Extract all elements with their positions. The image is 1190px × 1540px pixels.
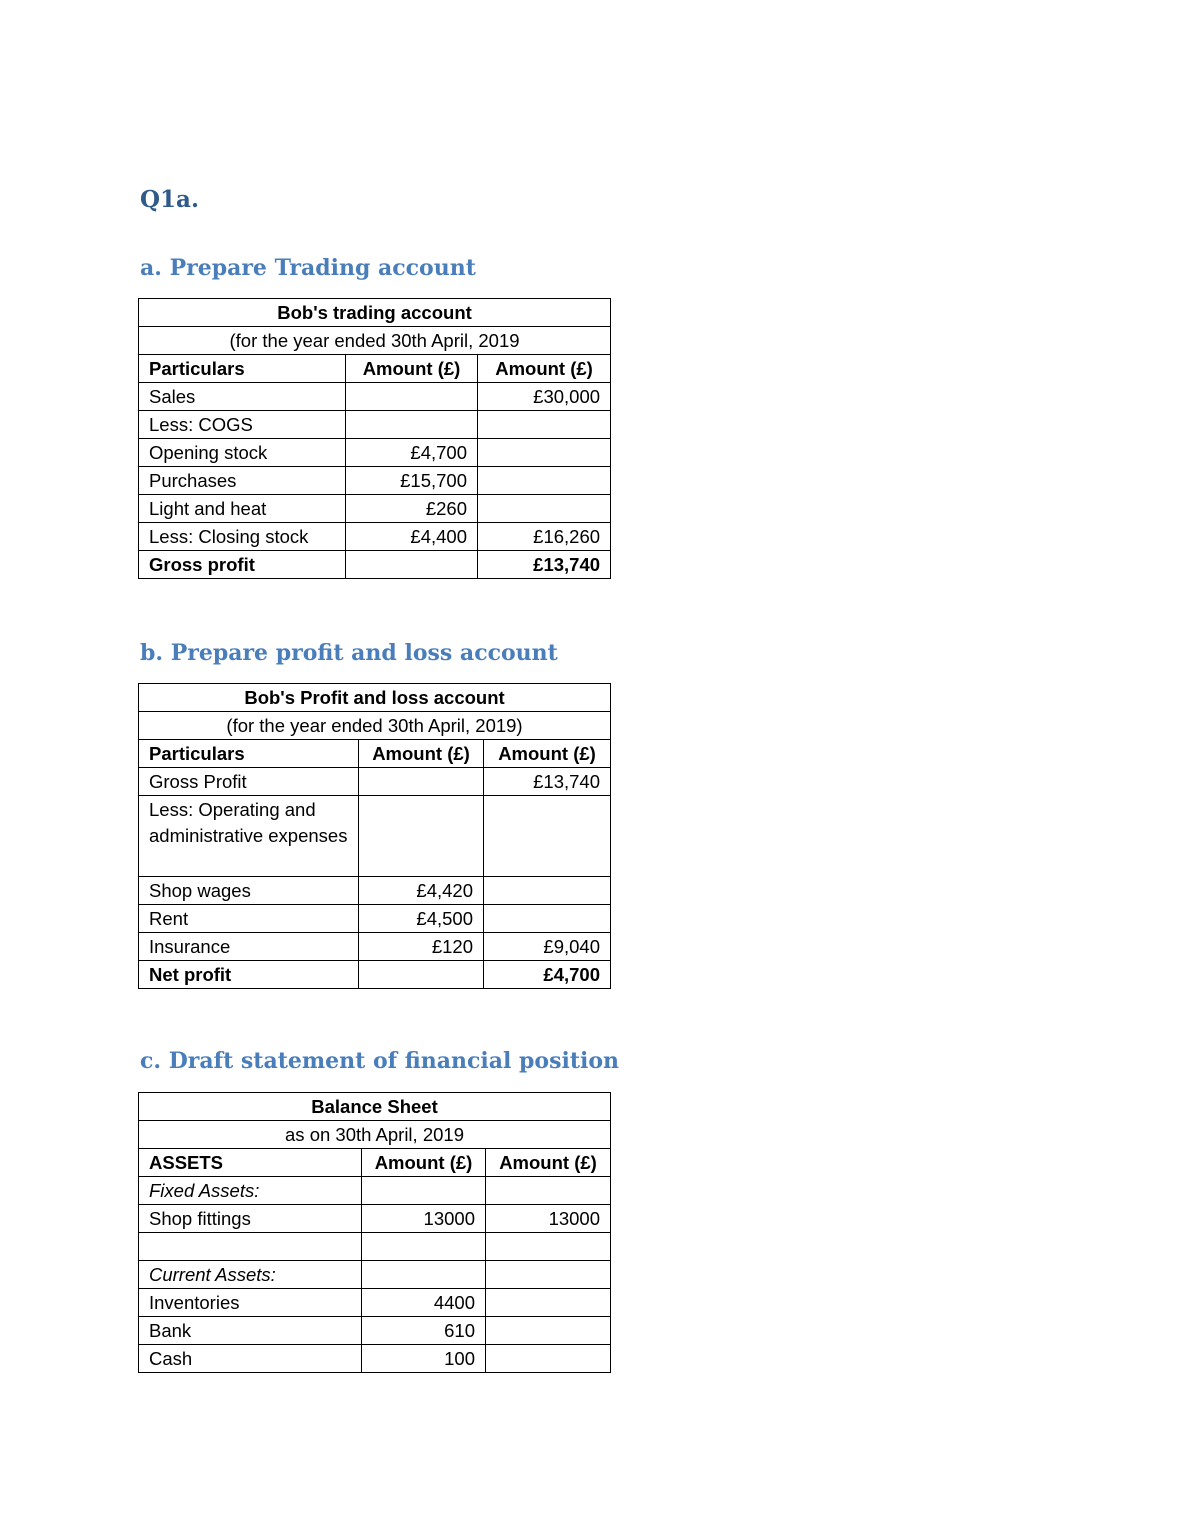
table-title-row bbox=[139, 299, 611, 327]
row-label: Less: COGS bbox=[139, 411, 346, 439]
row-label: Cash bbox=[139, 1345, 362, 1373]
column-header: ASSETS bbox=[139, 1149, 362, 1177]
table-header-row bbox=[139, 740, 611, 768]
table-title: Balance Sheet bbox=[139, 1093, 611, 1121]
row-label: Less: Closing stock bbox=[139, 523, 346, 551]
amount-cell: £4,420 bbox=[359, 877, 484, 905]
column-header: Amount (£) bbox=[486, 1149, 611, 1177]
row-label: Insurance bbox=[139, 933, 359, 961]
table-row bbox=[139, 1177, 611, 1205]
amount-cell bbox=[484, 877, 611, 905]
table-period: (for the year ended 30th April, 2019) bbox=[139, 712, 611, 740]
amount-cell bbox=[362, 1233, 486, 1261]
total-amount: £13,740 bbox=[478, 551, 611, 579]
amount-cell bbox=[486, 1233, 611, 1261]
row-label: Gross Profit bbox=[139, 768, 359, 796]
amount-cell bbox=[362, 1177, 486, 1205]
amount-cell bbox=[346, 551, 478, 579]
balance-sheet-table bbox=[138, 1092, 611, 1373]
row-label: Bank bbox=[139, 1317, 362, 1345]
amount-cell bbox=[486, 1289, 611, 1317]
table-row bbox=[139, 495, 611, 523]
amount-cell bbox=[484, 796, 611, 877]
table-header-row bbox=[139, 1149, 611, 1177]
row-label: Opening stock bbox=[139, 439, 346, 467]
column-header: Amount (£) bbox=[484, 740, 611, 768]
table-row bbox=[139, 1233, 611, 1261]
amount-cell bbox=[359, 796, 484, 877]
table-row bbox=[139, 1205, 611, 1233]
table-header-row bbox=[139, 355, 611, 383]
table-title: Bob's trading account bbox=[139, 299, 611, 327]
amount-cell: £4,700 bbox=[346, 439, 478, 467]
amount-cell: £30,000 bbox=[478, 383, 611, 411]
amount-cell: £13,740 bbox=[484, 768, 611, 796]
table-period-row bbox=[139, 327, 611, 355]
total-label: Gross profit bbox=[139, 551, 346, 579]
amount-cell: 610 bbox=[362, 1317, 486, 1345]
amount-cell bbox=[486, 1345, 611, 1373]
row-label: Shop wages bbox=[139, 877, 359, 905]
total-label: Net profit bbox=[139, 961, 359, 989]
table-row bbox=[139, 796, 611, 877]
column-header: Amount (£) bbox=[359, 740, 484, 768]
amount-cell bbox=[359, 961, 484, 989]
amount-cell: £4,500 bbox=[359, 905, 484, 933]
table-period-row bbox=[139, 712, 611, 740]
pnl-account-table bbox=[138, 683, 611, 989]
amount-cell bbox=[362, 1261, 486, 1289]
amount-cell bbox=[346, 411, 478, 439]
table-row bbox=[139, 523, 611, 551]
row-label: Less: Operating and administrative expenses bbox=[139, 796, 359, 877]
amount-cell bbox=[486, 1317, 611, 1345]
row-label: Shop fittings bbox=[139, 1205, 362, 1233]
table-row bbox=[139, 1345, 611, 1373]
column-header: Amount (£) bbox=[478, 355, 611, 383]
amount-cell: £15,700 bbox=[346, 467, 478, 495]
amount-cell bbox=[359, 768, 484, 796]
amount-cell bbox=[486, 1261, 611, 1289]
table-row bbox=[139, 877, 611, 905]
amount-cell: £9,040 bbox=[484, 933, 611, 961]
amount-cell: 13000 bbox=[486, 1205, 611, 1233]
pnl-heading: b. Prepare profit and loss account bbox=[140, 640, 558, 666]
table-row bbox=[139, 1289, 611, 1317]
amount-cell bbox=[484, 905, 611, 933]
amount-cell bbox=[346, 383, 478, 411]
amount-cell: £16,260 bbox=[478, 523, 611, 551]
total-row bbox=[139, 961, 611, 989]
amount-cell: £260 bbox=[346, 495, 478, 523]
table-row bbox=[139, 467, 611, 495]
balance-heading: c. Draft statement of financial position bbox=[140, 1048, 620, 1074]
amount-cell: 4400 bbox=[362, 1289, 486, 1317]
row-label: Purchases bbox=[139, 467, 346, 495]
table-row bbox=[139, 768, 611, 796]
total-amount: £4,700 bbox=[484, 961, 611, 989]
column-header: Amount (£) bbox=[362, 1149, 486, 1177]
total-row bbox=[139, 551, 611, 579]
amount-cell: £120 bbox=[359, 933, 484, 961]
table-title-row bbox=[139, 1093, 611, 1121]
column-header: Amount (£) bbox=[346, 355, 478, 383]
amount-cell: 100 bbox=[362, 1345, 486, 1373]
row-label: Inventories bbox=[139, 1289, 362, 1317]
row-label: Sales bbox=[139, 383, 346, 411]
table-period-row bbox=[139, 1121, 611, 1149]
table-period: (for the year ended 30th April, 2019 bbox=[139, 327, 611, 355]
table-row bbox=[139, 933, 611, 961]
table-row bbox=[139, 905, 611, 933]
row-label bbox=[139, 1233, 362, 1261]
table-row bbox=[139, 439, 611, 467]
table-row bbox=[139, 383, 611, 411]
amount-cell bbox=[478, 411, 611, 439]
section-label: Current Assets: bbox=[139, 1261, 362, 1289]
section-label: Fixed Assets: bbox=[139, 1177, 362, 1205]
table-title: Bob's Profit and loss account bbox=[139, 684, 611, 712]
table-row bbox=[139, 411, 611, 439]
table-period: as on 30th April, 2019 bbox=[139, 1121, 611, 1149]
amount-cell: 13000 bbox=[362, 1205, 486, 1233]
row-label: Light and heat bbox=[139, 495, 346, 523]
amount-cell bbox=[478, 495, 611, 523]
amount-cell: £4,400 bbox=[346, 523, 478, 551]
table-row bbox=[139, 1317, 611, 1345]
table-row bbox=[139, 1261, 611, 1289]
column-header: Particulars bbox=[139, 355, 346, 383]
row-label: Rent bbox=[139, 905, 359, 933]
amount-cell bbox=[486, 1177, 611, 1205]
column-header: Particulars bbox=[139, 740, 359, 768]
amount-cell bbox=[478, 467, 611, 495]
table-title-row bbox=[139, 684, 611, 712]
trading-heading: a. Prepare Trading account bbox=[140, 255, 476, 281]
amount-cell bbox=[478, 439, 611, 467]
question-heading: Q1a. bbox=[140, 186, 199, 213]
trading-account-table bbox=[138, 298, 611, 579]
